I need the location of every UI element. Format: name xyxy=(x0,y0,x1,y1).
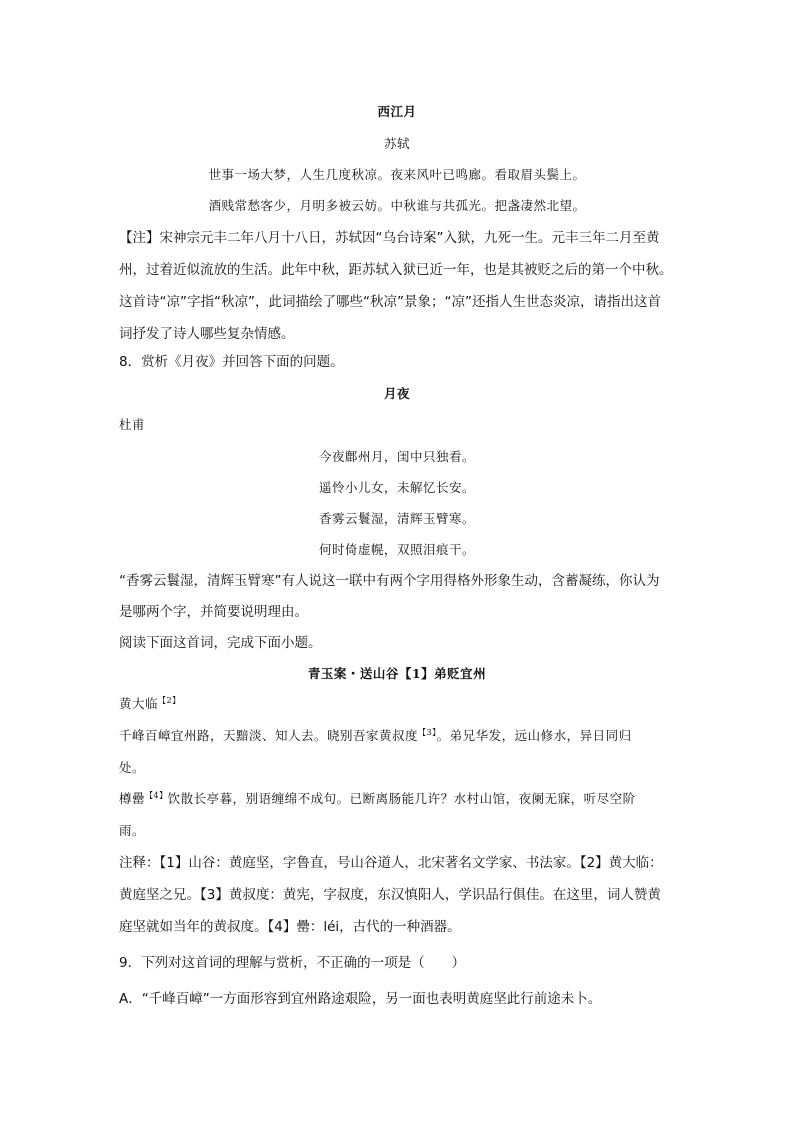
poem3-notes-line-1: 注释：【1】山谷：黄庭坚，字鲁直，号山谷道人，北宋著名文学家、书法家。【2】黄大临： xyxy=(119,855,663,871)
q8-question-line-2: 是哪两个字，并简要说明理由。 xyxy=(119,604,308,620)
q8-poem-line-1: 今夜鄜州月，闺中只独看。 xyxy=(318,449,475,464)
poem3-author-name: 黄大临 xyxy=(119,696,159,711)
poem3-line-1b: 。弟兄华发，远山修水，异日同归 xyxy=(436,728,632,743)
q8-poem-line-4: 何时倚虚幌，双照泪痕干。 xyxy=(318,542,475,557)
q8-poem-line-3: 香雾云鬟湿，清辉玉臂寒。 xyxy=(318,511,475,526)
poem1-note-line-1: 【注】宋神宗元丰二年八月十八日，苏轼因“乌台诗案”入狱，九死一生。元丰三年二月至黄 xyxy=(119,230,660,246)
q9-option-a: A．“千峰百嶂”一方面形容到宜州路途艰险，另一面也表明黄庭坚此行前途未卜。 xyxy=(119,991,602,1007)
poem1-note-line-4: 词抒发了诗人哪些复杂情感。 xyxy=(119,326,295,342)
poem1-note-line-3: 这首诗“凉”字指“秋凉”，此词描绘了哪些“秋凉”景象；“凉”还指人生世态炎凉，请指出这首 xyxy=(119,294,661,310)
q8-poem-line-2: 遥怜小儿女，未解忆长安。 xyxy=(318,480,475,495)
q8-prompt: 8．赏析《月夜》并回答下面的问题。 xyxy=(119,354,344,370)
poem1-note-line-2: 州，过着近似流放的生活。此年中秋，距苏轼入狱已近一年，也是其被贬之后的第一个中秋。 xyxy=(119,262,673,278)
poem1-author: 苏轼 xyxy=(383,136,410,151)
poem3-line-2a: 樽罍 xyxy=(119,791,146,806)
poem3-line-2-sup: 【4】 xyxy=(145,790,168,800)
poem3-line-2c: 雨。 xyxy=(119,823,146,838)
poem1-line-1: 世事一场大梦，人生几度秋凉。夜来风叶已鸣廊。看取眉头鬓上。 xyxy=(208,167,586,182)
poem3-notes-line-3: 庭坚就如当年的黄叔度。【4】罍：léi，古代的一种酒器。 xyxy=(119,919,461,935)
poem3-line-1c: 处。 xyxy=(119,760,146,775)
poem3-notes-line-2: 黄庭坚之兄。【3】黄叔度：黄宪，字叔度，东汉慎阳人，学识品行俱佳。在这里，词人赞黄 xyxy=(119,887,661,903)
poem3-title: 青玉案・送山谷【1】弟贬宜州 xyxy=(307,666,487,681)
poem3-line-1a: 千峰百嶂宜州路，天黯淡、知人去。晓别吾家黄叔度 xyxy=(119,728,419,743)
poem3-line-1 xyxy=(119,726,632,746)
q8-poem-author: 杜甫 xyxy=(119,417,146,432)
poem3-intro: 阅读下面这首词，完成下面小题。 xyxy=(119,635,322,651)
poem3-line-1-sup: 【3】 xyxy=(418,727,437,737)
poem3-author-sup: 【2】 xyxy=(158,695,181,705)
q8-question-line-1: “香雾云鬟湿，清辉玉臂寒”有人说这一联中有两个字用得格外形象生动，含蓄凝练，你认为 xyxy=(119,573,660,589)
poem1-line-2: 酒贱常愁客少，月明多被云妨。中秋谁与共孤光。把盏凄然北望。 xyxy=(208,198,586,213)
poem1-title: 西江月 xyxy=(377,104,417,119)
poem3-line-2b: 饮散长亭暮，别语缠绵不成句。已断离肠能几许？水村山馆，夜阑无寐，听尽空阶 xyxy=(167,791,636,806)
q8-poem-title: 月夜 xyxy=(383,386,410,401)
poem3-line-2 xyxy=(119,789,636,809)
q9-prompt: 9．下列对这首词的理解与赏析，不正确的一项是（ ） xyxy=(119,955,466,971)
poem3-author xyxy=(119,694,181,714)
